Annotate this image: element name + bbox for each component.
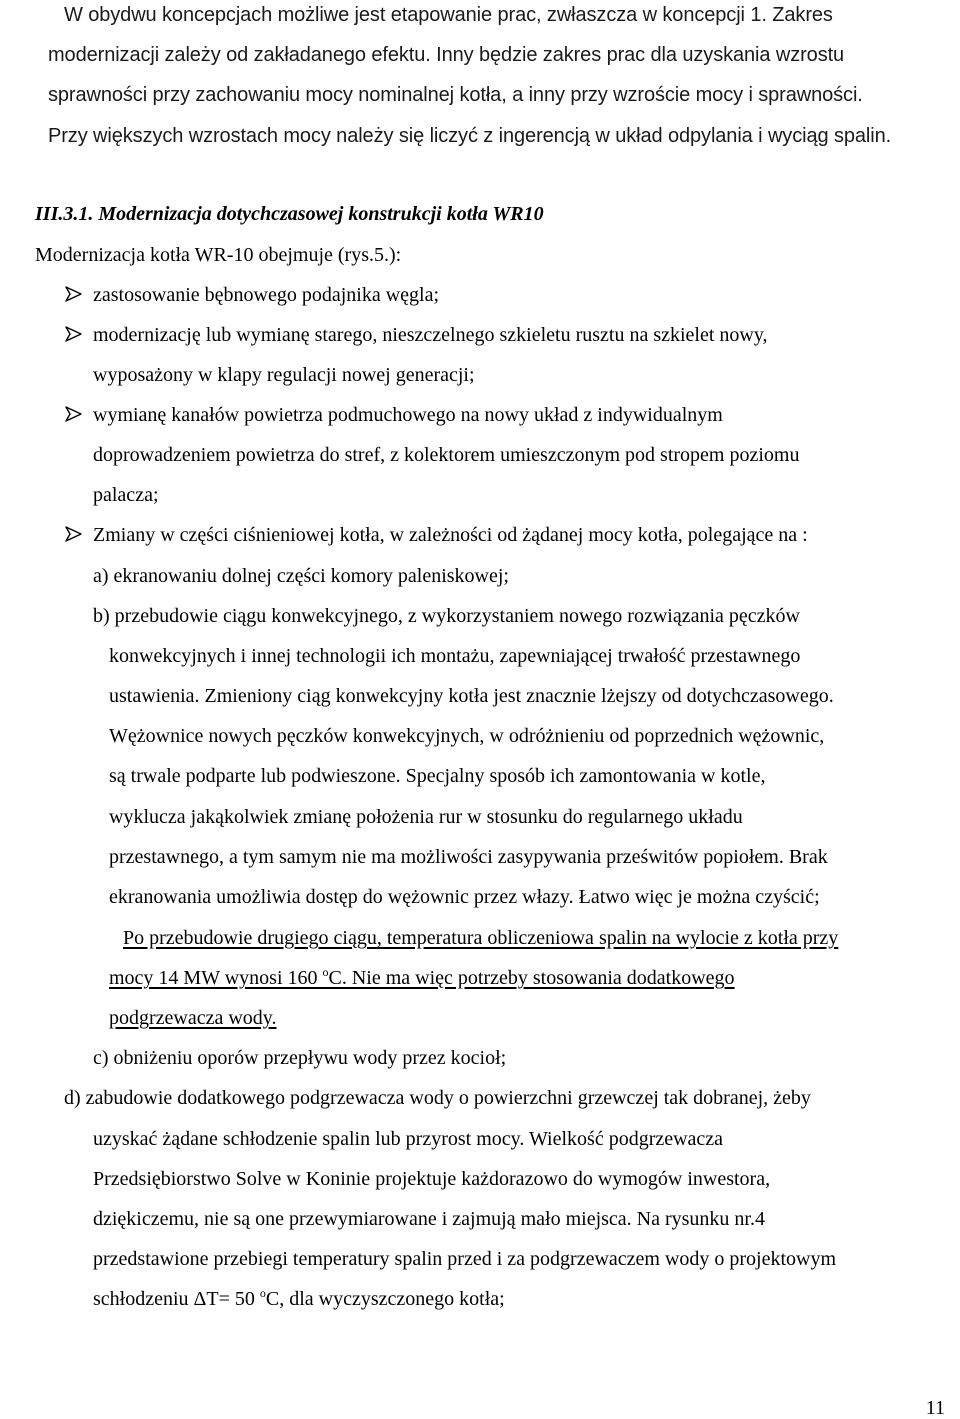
arrow-bullet-icon — [64, 324, 84, 344]
subitem-d-line-3: Przedsiębiorstwo Solve w Koninie projektuje każdorazowo do wymogów inwestora, — [93, 1168, 771, 1190]
arrow-bullet-icon — [64, 524, 84, 544]
underlined-note-line-2 — [109, 966, 735, 990]
subitem-b-line-4: Wężownice nowych pęczków konwekcyjnych, w odróżnieniu od poprzednich wężownic, — [109, 725, 825, 747]
subitem-b-line-1: b) przebudowie ciągu konwekcyjnego, z wykorzystaniem nowego rozwiązania pęczków — [93, 605, 800, 627]
subitem-d-line-4: dziękiczemu, nie są one przewymiarowane i zajmują mało miejsca. Na rysunku nr.4 — [93, 1208, 765, 1230]
subitem-b-line-2: konwekcyjnych i innej technologii ich montażu, zapewniającej trwałość przestawnego — [109, 645, 801, 667]
subitem-b-line-3: ustawienia. Zmieniony ciąg konwekcyjny kotła jest znacznie lżejszy od dotychczasowego. — [109, 685, 834, 707]
subitem-d-line-5: przedstawione przebiegi temperatury spalin przed i za podgrzewaczem wody o projektowym — [93, 1248, 837, 1270]
subitem-a: a) ekranowaniu dolnej części komory paleniskowej; — [93, 565, 509, 587]
underlined-note-text-post: C. Nie ma więc potrzeby stosowania dodatkowego — [328, 967, 735, 989]
section-heading: III.3.1. Modernizacja dotychczasowej konstrukcji kotła WR10 — [35, 203, 544, 225]
bullet-2-line-2: wyposażony w klapy regulacji nowej generacji; — [93, 364, 475, 386]
bullet-3-line-2: doprowadzeniem powietrza do stref, z kolektorem umieszczonym pod stropem poziomu — [93, 444, 800, 466]
bullet-2-line-1: modernizację lub wymianę starego, nieszczelnego szkieletu rusztu na szkielet nowy, — [93, 324, 768, 346]
subitem-b-line-6: wyklucza jakąkolwiek zmianę położenia rur w stosunku do regularnego układu — [109, 806, 743, 828]
subitem-b-line-7: przestawnego, a tym samym nie ma możliwości zasypywania prześwitów popiołem. Brak — [109, 846, 828, 868]
intro-line-4: Przy większych wzrostach mocy należy się liczyć z ingerencją w układ odpylania i wyciąg spalin. — [48, 125, 892, 147]
intro-line-3: sprawności przy zachowaniu mocy nominalnej kotła, a inny przy wzroście mocy i sprawności. — [48, 84, 863, 106]
intro-line-2: modernizacji zależy od zakładanego efektu. Inny będzie zakres prac dla uzyskania wzrostu — [48, 44, 845, 66]
subitem-c: c) obniżeniu oporów przepływu wody przez kocioł; — [93, 1047, 507, 1069]
degree-superscript: o — [322, 965, 329, 979]
underlined-note-text-pre: mocy 14 MW wynosi 160 — [109, 967, 323, 989]
bullet-3-line-1: wymianę kanałów powietrza podmuchowego na nowy układ z indywidualnym — [93, 404, 723, 426]
subitem-d-last-pre: schłodzeniu ΔT= 50 — [93, 1288, 260, 1310]
bullet-4-line-1: Zmiany w części ciśnieniowej kotła, w zależności od żądanej mocy kotła, polegające na : — [93, 524, 808, 546]
intro-line-1: W obydwu koncepcjach możliwe jest etapowanie prac, zwłaszcza w koncepcji 1. Zakres — [64, 4, 833, 26]
underlined-note-line-1: Po przebudowie drugiego ciągu, temperatura obliczeniowa spalin na wylocie z kotła przy — [123, 927, 839, 949]
subitem-d-line-1: d) zabudowie dodatkowego podgrzewacza wody o powierzchni grzewczej tak dobranej, żeby — [64, 1087, 811, 1109]
arrow-bullet-icon — [64, 404, 84, 424]
subitem-b-line-5: są trwale podparte lub podwieszone. Specjalny sposób ich zamontowania w kotle, — [109, 765, 766, 787]
subitem-d-line-6 — [93, 1287, 505, 1311]
subitem-b-line-8: ekranowania umożliwia dostęp do wężownic przez włazy. Łatwo więc je można czyścić; — [109, 886, 820, 908]
subitem-d-line-2: uzyskać żądane schłodzenie spalin lub przyrost mocy. Wielkość podgrzewacza — [93, 1128, 724, 1150]
subitem-d-last-post: C, dla wyczyszczonego kotła; — [265, 1288, 505, 1310]
bullet-3-line-3: palacza; — [93, 484, 159, 506]
page-number: 11 — [925, 1397, 945, 1419]
arrow-bullet-icon — [64, 284, 84, 304]
degree-superscript: o — [259, 1286, 266, 1300]
underlined-note-line-3: podgrzewacza wody. — [109, 1007, 277, 1029]
bullet-1-line-1: zastosowanie bębnowego podajnika węgla; — [93, 284, 440, 306]
section-intro: Modernizacja kotła WR-10 obejmuje (rys.5.): — [35, 244, 402, 266]
